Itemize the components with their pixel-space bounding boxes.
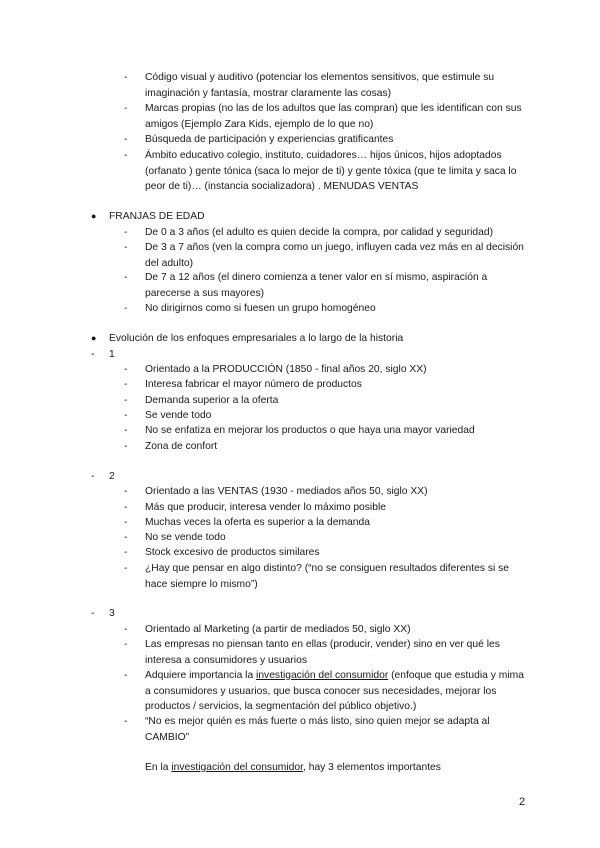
dash-marker: - — [124, 303, 128, 314]
consumer-research-term: investigación del consumidor — [171, 762, 303, 773]
dash-marker: - — [91, 608, 95, 619]
list-item: - Adquiere importancia la investigación del consumidor (enfoque que estudia y mima a consumidores y usuarios, que busca conocer sus necesidades, mejorar los productos / servicios, la segmentación del público objetivo.) — [124, 670, 524, 713]
list-item: - No se enfatiza en mejorar los productos o que haya una mayor variedad — [145, 423, 525, 439]
list-item: - Más que producir, interesa vender lo máximo posible — [145, 500, 525, 516]
consumer-research-term: investigación del consumidor — [256, 670, 389, 681]
dash-marker: - — [124, 639, 128, 650]
list-item: - Búsqueda de participación y experiencias gratificantes — [145, 132, 525, 148]
section-heading-franjas: ● FRANJAS DE EDAD — [109, 209, 205, 225]
list-item: - Stock excesivo de productos similares — [145, 545, 525, 561]
dash-marker: - — [124, 532, 128, 543]
list-item: - Demanda superior a la oferta — [145, 393, 525, 409]
page-number: 2 — [519, 796, 526, 808]
list-item: - Código visual y auditivo (potenciar los elementos sensitivos, que estimule su imaginación y fantasía, mostrar claramente las cosas) — [124, 72, 495, 99]
list-item: - ¿Hay que pensar en algo distinto? (“no se consiguen resultados diferentes si se hace siempre lo mismo”) — [124, 563, 510, 590]
dash-marker: - — [124, 517, 128, 528]
dash-marker: - — [124, 395, 128, 406]
dash-marker: - — [124, 624, 128, 635]
list-item: - No se vende todo — [145, 530, 525, 546]
list-item: - Zona de confort — [145, 439, 525, 455]
dash-marker: - — [124, 486, 128, 497]
dash-marker: - — [124, 72, 128, 83]
dash-marker: - — [91, 471, 95, 482]
dash-marker: - — [124, 670, 128, 681]
bullet-icon: ● — [91, 211, 97, 221]
dash-marker: - — [124, 441, 128, 452]
closing-paragraph: En la investigación del consumidor, hay 3 elementos importantes — [145, 762, 441, 773]
list-item: - Se vende todo — [145, 408, 525, 424]
dash-marker: - — [124, 563, 128, 574]
list-item: - De 7 a 12 años (el dinero comienza a tener valor en sí mismo, aspiración a parecerse a sus mayores) — [124, 272, 488, 299]
dash-marker: - — [124, 242, 128, 253]
section-heading-evolucion: ● Evolución de los enfoques empresariales a lo largo de la historia — [109, 331, 403, 347]
dash-marker: - — [124, 425, 128, 436]
list-item: - Interesa fabricar el mayor número de productos — [145, 377, 525, 393]
dash-marker: - — [124, 547, 128, 558]
list-item: - Orientado a las VENTAS (1930 - mediados años 50, siglo XX) — [145, 484, 525, 500]
list-item: - “No es mejor quién es más fuerte o más listo, sino quien mejor se adapta al CAMBIO” — [124, 716, 490, 743]
list-item: - Las empresas no piensan tanto en ellas (producir, vender) sino en ver qué les interesa a consumidores y usuarios — [124, 639, 500, 666]
list-item: - No dirigirnos como si fuesen un grupo homogéneo — [145, 301, 525, 317]
dash-marker: - — [124, 716, 128, 727]
dash-marker: - — [124, 364, 128, 375]
list-item: - Muchas veces la oferta es superior a la demanda — [145, 515, 525, 531]
dash-marker: - — [124, 103, 128, 114]
list-item: - De 0 a 3 años (el adulto es quien decide la compra, por calidad y seguridad) — [145, 225, 525, 241]
list-item: - Orientado a la PRODUCCIÓN (1850 - final años 20, siglo XX) — [145, 362, 525, 378]
dash-marker: - — [124, 272, 128, 283]
list-item: - Marcas propias (no las de los adultos que las compran) que les identifican con sus amigos (Ejemplo Zara Kids, ejemplo de lo que no) — [124, 103, 522, 130]
stage-number-3: - 3 — [109, 606, 115, 622]
list-item: - Orientado al Marketing (a partir de mediados 50, siglo XX) — [145, 622, 525, 638]
stage-number-2: - 2 — [109, 469, 115, 485]
dash-marker: - — [124, 502, 128, 513]
bullet-icon: ● — [91, 333, 97, 343]
dash-marker: - — [124, 379, 128, 390]
dash-marker: - — [124, 134, 128, 145]
dash-marker: - — [124, 150, 128, 161]
list-item: - Ámbito educativo colegio, instituto, cuidadores… hijos únicos, hijos adoptados (orfanato ) gente tónica (saca lo mejor de ti) y gente tóxica (que te limita y saca lo peor de ti)… (instancia socializadora) . MENUDAS VENTAS — [124, 150, 517, 193]
dash-marker: - — [124, 410, 128, 421]
list-item: - De 3 a 7 años (ven la compra como un juego, influyen cada vez más en al decisión del adulto) — [124, 242, 524, 269]
dash-marker: - — [124, 227, 128, 238]
stage-number-1: - 1 — [109, 347, 115, 363]
dash-marker: - — [91, 349, 95, 360]
